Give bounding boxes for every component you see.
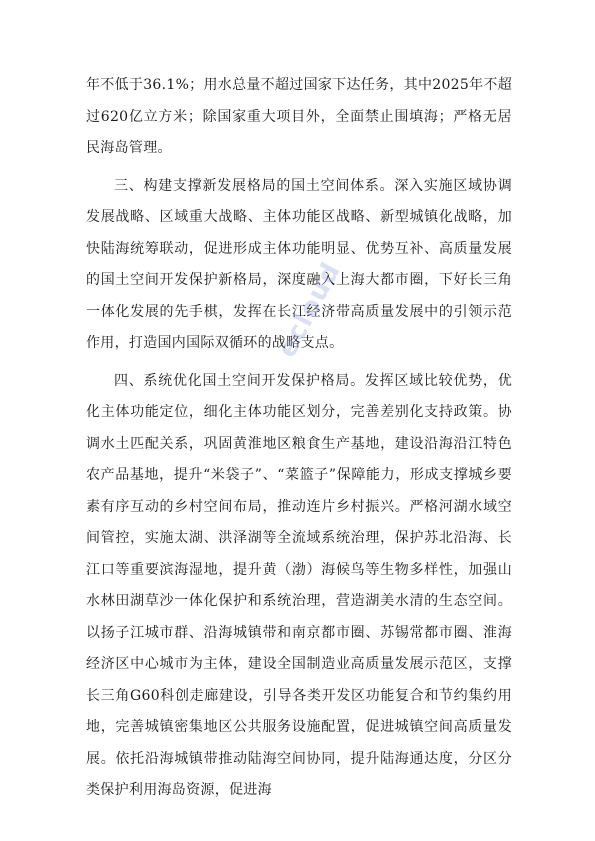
paragraph-section-four: 四、系统优化国土空间开发保护格局。发挥区域比较优势，优化主体功能定位，细化主体功能区划分，完善差别化支持政策。协调水土匹配关系，巩固黄淮地区粮食生产基地，建设沿海沿江特色农产品基地，提升“米袋子”、“菜篮子”保障能力，形成支撑城乡要素有序互动的乡村空间布局，推动连片乡村振兴。严格河湖水域空间管控，实施太湖、洪泽湖等全流域系统治理，保护苏北沿海、长江口等重要滨海湿地，提升黄（渤）海候鸟等生物多样性，加强山水林田湖草沙一体化保护和系统治理，营造湖美水清的生态空间。以扬子江城市群、沿海城镇带和南京都市圈、苏锡常都市圈、淮海经济区中心城市为主体，建设全国制造业高质量发展示范区，支撑长三角G60科创走廊建设，引导各类开发区功能复合和节约集约用地，完善城镇密集地区公共服务设施配置，促进城镇空间高质量发展。依托沿海城镇带推动陆海空间协同，提升陆海通达度，分区分类保护利用海岛资源，促进海 xyxy=(86,372,512,798)
paragraph-continuation: 年不低于36.1%；用水总量不超过国家下达任务，其中2025年不超过620亿立方米；除国家重大项目外，全面禁止围填海；严格无居民海岛管理。 xyxy=(86,77,513,156)
watermark-logo: ecloud xyxy=(272,257,347,363)
paragraph-section-three: 三、构建支撑新发展格局的国土空间体系。深入实施区域协调发展战略、区域重大战略、主体功能区战略、新型城镇化战略，加快陆海统筹联动，促进形成主体功能明显、优势互补、高质量发展的国土空间开发保护新格局，深度融入上海大都市圈，下好长三角一体化发展的先手棋，发挥在长江经济带高质量发展中的引领示范作用，打造国内国际双循环的战略支点。 xyxy=(86,177,512,351)
document-body xyxy=(86,70,512,807)
